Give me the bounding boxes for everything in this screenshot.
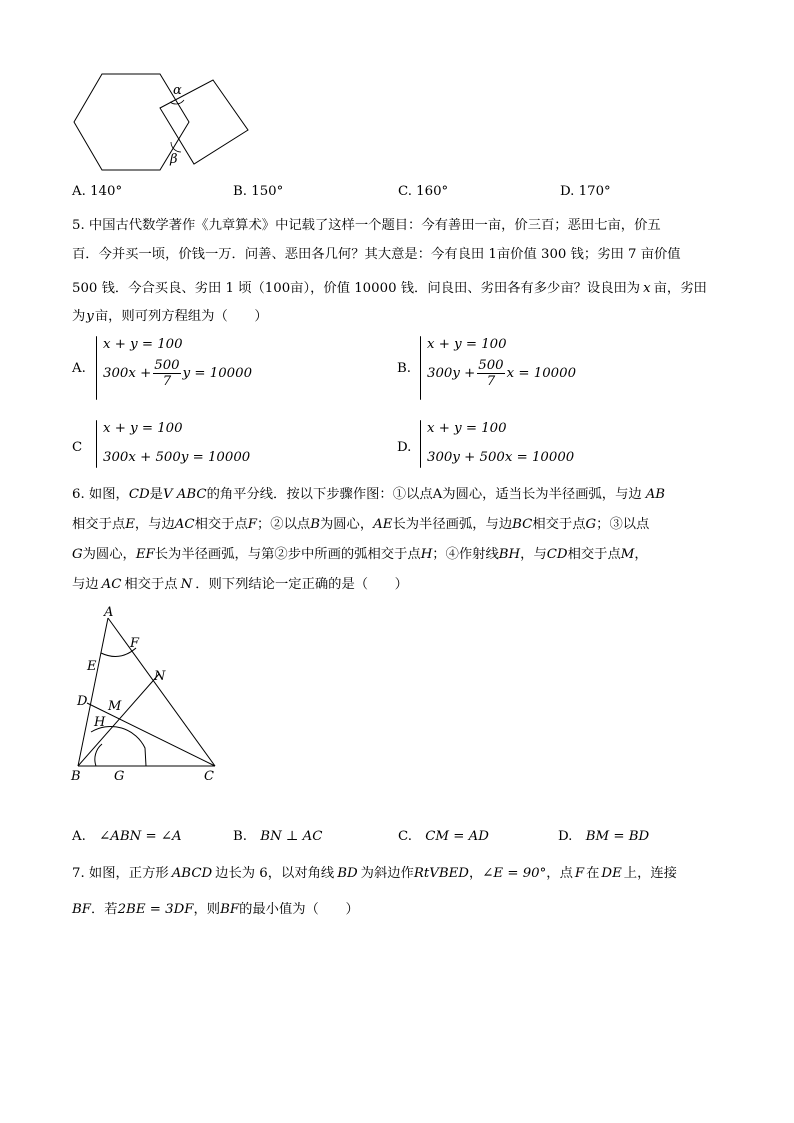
q5-option-d-brace [420,420,421,468]
side-ab [78,618,108,766]
q6-option-b[interactable]: B. BN ⊥ AC [233,829,323,844]
q6-line-4: 与边 AC 相交于点 N ．则下列结论一定正确的是（ ） [72,577,408,592]
q5-option-d-eq2: 300y + 500x = 10000 [427,450,575,465]
q5-option-b-brace [420,336,421,400]
q5-option-c-eq1: x + y = 100 [103,421,183,436]
q4-option-c[interactable]: C. 160° [398,184,449,199]
alpha-label: α [173,83,182,98]
q4-option-a[interactable]: A. 140° [72,184,123,199]
q5-option-d-label[interactable]: D. [397,440,412,455]
q7-line-1: 7. 如图，正方形 ABCD 边长为 6，以对角线 BD 为斜边作RtVBED，∠E = 90°，点 F 在 DE 上，连接 [72,866,677,881]
q5-line-2: 百．今并买一顷，价钱一万．问善、恶田各几何？其大意是：今有良田 1亩价值 300 钱；劣田 7 亩价值 [72,247,681,262]
ray-bn [78,674,159,766]
point-n-label: N [154,669,166,684]
q5-option-a-brace [96,336,97,400]
q6-line-3: G为圆心，EF长为半径画弧，与第②步中所画的弧相交于点H；④作射线BH，与CD相交于点M， [72,547,648,562]
q6-line-1: 6. 如图，CD是V ABC的角平分线．按以下步骤作图：①以点A为圆心，适当长为半径画弧，与边 AB [72,487,666,502]
q5-option-b-eq1: x + y = 100 [427,337,507,352]
point-h-label: H [94,715,106,730]
q4-option-b[interactable]: B. 150° [233,184,284,199]
q5-option-b-eq2: 300y + $\frac{500}{7}$ x = 10000 [427,358,577,389]
triangle-figure [68,604,228,784]
q7-line-2: BF．若2BE = 3DF，则BF的最小值为（ ） [72,902,359,917]
hexagon-square-figure [70,70,255,175]
q6-option-d[interactable]: D. BM = BD [558,829,650,844]
point-d-label: D [77,694,88,709]
q5-option-c-label[interactable]: C [72,440,83,455]
q5-line-1: 5. 中国古代数学著作《九章算术》中记载了这样一个题目：今有善田一亩，价三百；恶田七亩，价五 [72,218,661,233]
q5-option-a-eq1: x + y = 100 [103,337,183,352]
point-g-label: G [114,769,125,784]
arc-small [95,744,102,766]
q5-option-d-eq1: x + y = 100 [427,421,507,436]
q4-option-d[interactable]: D. 170° [560,184,611,199]
q5-option-b-label[interactable]: B. [397,361,411,376]
q5-option-a-label[interactable]: A. [72,361,86,376]
point-c-label: C [204,769,214,784]
point-m-label: M [108,699,122,714]
beta-label: β [170,152,178,167]
q5-option-c-brace [96,420,97,468]
q6-option-a[interactable]: A. ∠ABN = ∠A [72,829,182,844]
point-a-label: A [104,605,114,620]
q6-line-2: 相交于点E，与边AC相交于点F；②以点B为圆心，AE长为半径画弧，与边BC相交于点G；③以点 [72,517,650,532]
q5-option-a-eq2: 300x + $\frac{500}{7}$ y = 10000 [103,358,253,389]
q6-option-c[interactable]: C. CM = AD [398,829,489,844]
q5-line-3: 500 钱．今合买良、劣田 1 顷（100亩），价值 10000 钱．问良田、劣田各有多少亩？设良田为 x 亩，劣田 [72,281,707,296]
point-f-label: F [130,636,140,651]
point-e-label: E [87,659,97,674]
q5-line-4: 为y亩，则可列方程组为（ ） [72,309,268,324]
point-b-label: B [71,769,81,784]
q5-option-c-eq2: 300x + 500y = 10000 [103,450,251,465]
side-ac [108,618,215,766]
